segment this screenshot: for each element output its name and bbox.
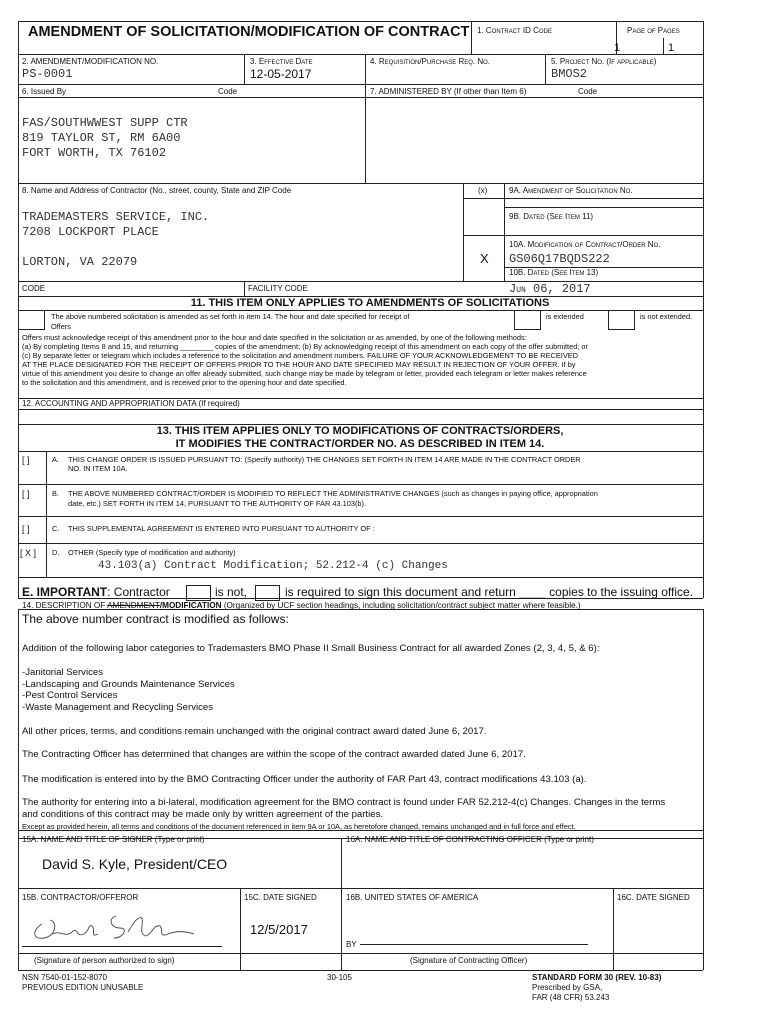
- item-14-paragraph-3: The modification is entered into by the BMO Contracting Officer under the authority of FAR Part 43, contract modifications 43.103 (a).: [22, 774, 587, 785]
- except-provided-text: Except as provided herein, all terms and conditions of the document referenced in item 9A or 10A, as heretofore changed, remains unchanged and in full force and effect.: [22, 822, 576, 831]
- contractor-name-label: 8. Name and Address of Contractor (No., street, county, State and ZIP Code: [22, 186, 292, 195]
- facility-code-label: FACILITY CODE: [248, 284, 308, 293]
- modification-order-value: GS06Q17BQDS222: [509, 252, 610, 266]
- page-of-pages-label: Page of Pages: [627, 26, 680, 35]
- item-9b-dated-label: 9B. Dated (See Item 11): [509, 212, 594, 221]
- item-13d-text-1: OTHER (Specify type of modification and authority): [68, 548, 236, 557]
- other-authority-value: 43.103(a) Contract Modification; 52.212-4 (c) Changes: [98, 560, 448, 572]
- issuer-line-1: FAS/SOUTHWWEST SUPP CTR: [22, 116, 188, 130]
- item-11-para-2: (a) By completing Items 8 and 15, and returning ________ copies of the amendment; (b) By acknowledging receipt of this amendment on each copy of the offer submitted; or: [22, 342, 588, 351]
- item-13b-mark[interactable]: [ ]: [22, 489, 30, 499]
- issuer-line-3: FORT WORTH, TX 76102: [22, 146, 167, 160]
- far-reference: FAR (48 CFR) 53.243: [532, 993, 610, 1002]
- page-number: 1: [614, 42, 621, 54]
- modification-order-label: 10A. Modification of Contract/Order No.: [509, 240, 661, 249]
- is-not-extended-label: is not extended.: [640, 312, 693, 321]
- item-10-mark: X: [480, 251, 489, 266]
- item11-checkbox[interactable]: [18, 310, 45, 330]
- item-13b-letter: B.: [52, 489, 59, 498]
- total-pages: 1: [668, 42, 675, 54]
- item-13a-mark[interactable]: [ ]: [22, 455, 30, 465]
- item-13c-letter: C.: [52, 524, 60, 533]
- accounting-label: 12. ACCOUNTING AND APPROPRIATION DATA (If required): [22, 399, 240, 408]
- item-11-para-6: to the solicitation and this amendment, and is received prior to the opening hour and date specified.: [22, 378, 347, 387]
- item-11-para-4: AT THE PLACE DESIGNATED FOR THE RECEIPT OF OFFERS PRIOR TO THE HOUR AND DATE SPECIFIED MAY RESULT IN REJECTION OF YOUR OFFER. If by: [22, 360, 576, 369]
- item-10b-dated-value: Jun 06, 2017: [509, 282, 591, 296]
- contractor-signature: [28, 904, 198, 948]
- item-13-heading-2: IT MODIFIES THE CONTRACT/ORDER NO. AS DESCRIBED IN ITEM 14.: [175, 438, 545, 450]
- x-column-header: (x): [478, 186, 488, 195]
- item-11-line-1: The above numbered solicitation is amended as set forth in item 14. The hour and date specified for receipt of: [51, 312, 410, 321]
- previous-edition-note: PREVIOUS EDITION UNUSABLE: [22, 983, 144, 992]
- item-13a-text-2: NO. IN ITEM 10A.: [68, 464, 128, 473]
- contractor-signature-caption: (Signature of person authorized to sign): [34, 956, 175, 965]
- item-14-paragraph-2: The Contracting Officer has determined that changes are within the scope of the contract awarded dated June 6, 2017.: [22, 749, 526, 760]
- item-10b-dated-label: 10B. Dated (See Item 13): [509, 268, 599, 277]
- contractor-line-1: TRADEMASTERS SERVICE, INC.: [22, 210, 210, 224]
- administered-by-label: 7. ADMINISTERED BY (If other than Item 6): [370, 87, 527, 96]
- not-extended-checkbox[interactable]: [608, 310, 635, 330]
- amendment-no-value: PS-0001: [22, 67, 73, 81]
- item-13c-mark[interactable]: [ ]: [22, 524, 30, 534]
- item-13b-text-1: THE ABOVE NUMBERED CONTRACT/ORDER IS MODIFIED TO REFLECT THE ADMINISTRATIVE CHANGES (such as changes in paying office, appropriation: [68, 489, 598, 498]
- item-14-paragraph-1: All other prices, terms, and conditions remain unchanged with the original contract award dated June 6, 2017.: [22, 726, 487, 737]
- signer-name-label: 15A. NAME AND TITLE OF SIGNER (Type or print): [22, 835, 205, 844]
- administered-code-label: Code: [578, 87, 598, 96]
- item-14-label: [22, 601, 581, 610]
- category-landscaping: -Landscaping and Grounds Maintenance Services: [22, 679, 235, 690]
- contracting-officer-name-label: 16A. NAME AND TITLE OF CONTRACTING OFFICER (Type or print): [346, 835, 594, 844]
- item-14-paragraph-4b: and conditions of this contract may be made only by written agreement of the parties.: [22, 809, 384, 820]
- contractor-word: : Contractor: [107, 585, 170, 599]
- item-13d-letter: D.: [52, 548, 60, 557]
- form-code: 30-105: [327, 973, 352, 982]
- date-signed-15c-value: 12/5/2017: [250, 922, 308, 937]
- requisition-no-label: 4. Requisition/Purchase Req. No.: [370, 57, 491, 66]
- nsn-number: NSN 7540-01-152-8070: [22, 973, 107, 982]
- contractor-line-4: LORTON, VA 22079: [22, 255, 138, 269]
- project-no-label: 5. Project No. (If applicable): [551, 57, 657, 66]
- item-14-intro: The above number contract is modified as follows:: [22, 612, 289, 626]
- is-required-label: is required to sign this document and return ____ copies to the issuing office.: [285, 585, 694, 599]
- item-11-offers: Offers: [51, 322, 71, 331]
- project-no-value: BMOS2: [551, 67, 588, 81]
- item-14-label-mod: /MODIFICATION: [159, 601, 222, 610]
- category-waste-management: -Waste Management and Recycling Services: [22, 702, 214, 713]
- effective-date-value: 12-05-2017: [250, 67, 312, 81]
- extended-checkbox[interactable]: [514, 310, 541, 330]
- by-label: BY: [346, 940, 357, 949]
- officer-signature-caption: (Signature of Contracting Officer): [410, 956, 528, 965]
- item-13a-text-1: THIS CHANGE ORDER IS ISSUED PURSUANT TO: (Specify authority) THE CHANGES SET FORTH IN ITEM 14 ARE MADE IN THE CONTRACT ORDER: [68, 455, 581, 464]
- important-row: [22, 585, 170, 599]
- amendment-solicitation-label: 9A. Amendment of Solicitation No.: [509, 186, 633, 195]
- category-janitorial: -Janitorial Services: [22, 667, 104, 678]
- date-signed-16c-label: 16C. DATE SIGNED: [617, 893, 690, 902]
- amendment-no-label: 2. AMENDMENT/MODIFICATION NO.: [22, 57, 159, 66]
- item-14-label-pre: 14. DESCRIPTION OF: [22, 601, 108, 610]
- item-14-label-strike: AMENDMENT: [107, 601, 160, 610]
- issued-by-code-label: Code: [218, 87, 238, 96]
- item-11-para-5: virtue of this amendment you desire to change an offer already submitted, such change may be made by telegram or letter, provided each telegram or letter makes reference: [22, 369, 587, 378]
- item-14-label-post: (Organized by UCF section headings, including solicitation/contract subject matter where feasible.): [221, 601, 581, 610]
- item-13-heading-1: 13. THIS ITEM APPLIES ONLY TO MODIFICATIONS OF CONTRACTS/ORDERS,: [156, 425, 564, 437]
- is-not-label: is not,: [215, 585, 248, 599]
- date-signed-15c-label: 15C. DATE SIGNED: [244, 893, 317, 902]
- united-states-label: 16B. UNITED STATES OF AMERICA: [346, 893, 479, 902]
- effective-date-label: 3. Effective Date: [250, 57, 313, 66]
- category-pest-control: -Pest Control Services: [22, 690, 118, 701]
- prescribed-by: Prescribed by GSA,: [532, 983, 603, 992]
- contractor-line-2: 7208 LOCKPORT PLACE: [22, 225, 159, 239]
- important-label: E. IMPORTANT: [22, 585, 108, 599]
- item-11-para-3: (c) By separate letter or telegram which includes a reference to the solicitation and amendment numbers. FAILURE OF YOUR ACKNOWLEDGEMENT TO BE RECEIVED: [22, 351, 579, 360]
- item-14-paragraph-4a: The authority for entering into a bi-lateral, modification agreement for the BMO contract is found under FAR 52.212-4(c) Changes. Changes in the terms: [22, 797, 666, 808]
- is-extended-label: is extended: [546, 312, 584, 321]
- item-13a-letter: A.: [52, 455, 59, 464]
- signer-name-value: David S. Kyle, President/CEO: [42, 856, 228, 872]
- contractor-code-label: CODE: [22, 284, 46, 293]
- form-title: AMENDMENT OF SOLICITATION/MODIFICATION OF CONTRACT: [28, 24, 470, 40]
- item-11-heading: 11. THIS ITEM ONLY APPLIES TO AMENDMENTS OF SOLICITATIONS: [190, 297, 550, 309]
- item-11-para-1: Offers must acknowledge receipt of this amendment prior to the hour and date specified in the solicitation or as amended, by one of the following methods:: [22, 333, 527, 342]
- item-13c-text-1: THIS SUPPLEMENTAL AGREEMENT IS ENTERED INTO PURSUANT TO AUTHORITY OF :: [68, 524, 375, 533]
- item-14-addition: Addition of the following labor categories to Trademasters BMO Phase II Small Business Contract for all awarded Zones (2, 3, 4, 5, & 6):: [22, 643, 600, 654]
- item-13-heading: [0, 425, 720, 451]
- item-13b-text-2: date, etc.) SET FORTH IN ITEM 14, PURSUANT TO THE AUTHORITY OF FAR 43.103(b).: [68, 499, 367, 508]
- contract-id-label: 1. Contract ID Code: [477, 26, 552, 35]
- issued-by-label: 6. Issued By: [22, 87, 67, 96]
- issuer-line-2: 819 TAYLOR ST, RM 6A00: [22, 131, 181, 145]
- contractor-offeror-label: 15B. CONTRACTOR/OFFEROR: [22, 893, 139, 902]
- item-13d-mark[interactable]: [ X ]: [20, 548, 37, 558]
- standard-form-label: STANDARD FORM 30 (REV. 10-83): [532, 973, 662, 982]
